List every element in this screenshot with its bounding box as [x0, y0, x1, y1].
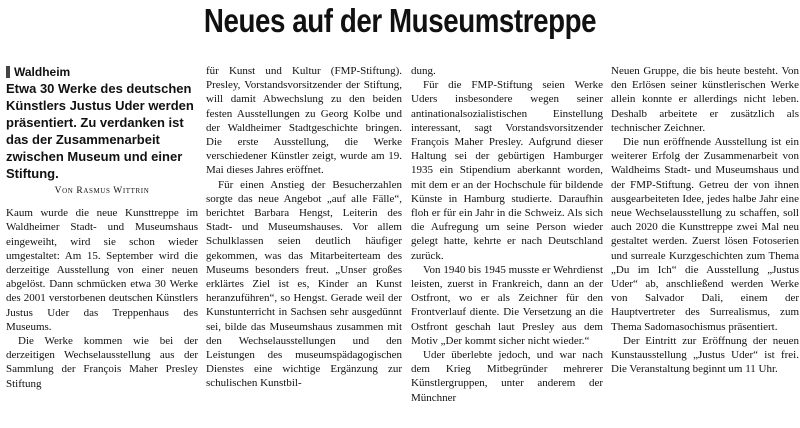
body-paragraph: dung. [411, 65, 436, 77]
article-column-2 [206, 64, 402, 424]
body-paragraph: Uder überlebte jedoch, und war nach dem Krieg Mitbegründer mehrerer Künstlergruppen, unter anderem der Münchner [411, 349, 603, 404]
dateline-text: Waldheim [14, 65, 71, 79]
body-paragraph: Die nun eröffnende Ausstellung ist ein weiterer Erfolg der Zusammenarbeit von Waldheims Stadt- und Museumshaus und der FMP-Stiftung. Getreu der von ihnen ausgearbeiteten Idee, jedes halbe Jahr eine neue Wechselausstellung zu schaffen, soll auch 2020 die Kunsttreppe zwei Mal neu gestaltet werden. Zuerst lösen Fotoserien und surreale Kurzgeschichten zum Thema „Du im Ich“ die Ausstellung „Justus Uder“ ab, anschließend werden Werke von Salvador Dali, einem der Hauptvertreter des Surrealismus, zum Thema Sadomasochismus präsentiert. [611, 136, 799, 333]
article-column-3 [411, 64, 603, 424]
body-paragraph: Der Eintritt zur Eröffnung der neuen Kunstausstellung „Justus Uder“ ist frei. Die Veranstaltung beginnt um 11 Uhr. [611, 334, 799, 376]
article-column-1 [6, 64, 198, 424]
dateline-marker [6, 66, 10, 78]
body-paragraph: für Kunst und Kultur (FMP-Stiftung). Presley, Vorstandsvorsitzender der Stiftung, will damit Abwechslung zu den beiden festen Ausstellungen zu Georg Kolbe und der Waldheimer Stadtgeschichte bringen. Die erste Ausstellung, die Werke verschiedener Künstler zeigt, wurde am 19. Mai dieses Jahres eröffnet. [206, 65, 402, 177]
article-headline: Neues auf der Museumstreppe [203, 2, 597, 39]
body-paragraph: Für einen Anstieg der Besucherzahlen sorgte das neue Angebot „auf alle Fälle“, berichtet Barbara Hengst, Leiterin des Stadt- und Museumshauses. Vor allem Schulklassen seien deutlich häufiger gekommen, was das Mitarbeiterteam des Museums besonders freut. „Unser großes erklärtes Ziel ist es, Kinder an Kunst heranzuführen“, so Hengst. Gerade weil der Kunstunterricht in Sachsen sehr ausgedünnt sei, bilde das Museumshaus zusammen mit den Wechselausstellungen und den Leistungen des museumspädagogischen Dienstes eine wichtige Ergänzung zur schulischen Kunstbil- [206, 178, 402, 390]
body-paragraph: Für die FMP-Stiftung seien Werke Uders insbesondere wegen seiner antinationalsozialistischen Einstellung interessant, sagt Vorstandsvorsitzender François Maher Presley. Aufgrund dieser Haltung sei der gebürtigen Hamburger 1935 ein Stipendium aberkannt worden, mit dem er an der Hochschule für bildende Künste in Hamburg studierte. Daraufhin floh er für ein Jahr in die Schweiz. Als sich die Aufregung um seine Person wieder gelegt hatte, kehrte er nach Deutschland zurück. [411, 79, 603, 262]
body-paragraph: Von 1940 bis 1945 musste er Wehrdienst leisten, zuerst in Frankreich, dann an der Ostfront, wo er als Zeichner für den Frontverlauf diente. Die Versetzung an die Ostfront geschah laut Presley aus dem Motiv „Der kommt sicher nicht wieder.“ [411, 263, 603, 347]
body-paragraph: Die Werke kommen wie bei der derzeitigen Wechselausstellung aus der Sammlung der François Maher Presley Stiftung [6, 335, 198, 390]
body-paragraph: Kaum wurde die neue Kunsttreppe im Waldheimer Stadt- und Museumshaus eingeweiht, wird sie schon wieder umgestaltet: Am 15. September wird die derzeitige Ausstellung von einer neuen abgelöst. Dann schmücken etwa 30 Werke des 2001 verstorbenen deutschen Künstlers Justus Uder das Treppenhaus des Museums. [6, 207, 198, 333]
article-lead: Etwa 30 Werke des deutschen Künstlers Justus Uder werden präsentiert. Zu verdanken ist das der Zusammenarbeit zwischen Museum und einer Stiftung. [6, 81, 194, 181]
body-paragraph: Neuen Gruppe, die bis heute besteht. Von den Erlösen seiner künstlerischen Werke allein konnte er allerdings nicht leben. Deshalb arbeitete er zusätzlich als technischer Zeichner. [611, 65, 799, 134]
article-column-4 [611, 64, 799, 424]
dateline [6, 64, 198, 80]
article-byline: Von Rasmus Wittrin [54, 186, 150, 196]
